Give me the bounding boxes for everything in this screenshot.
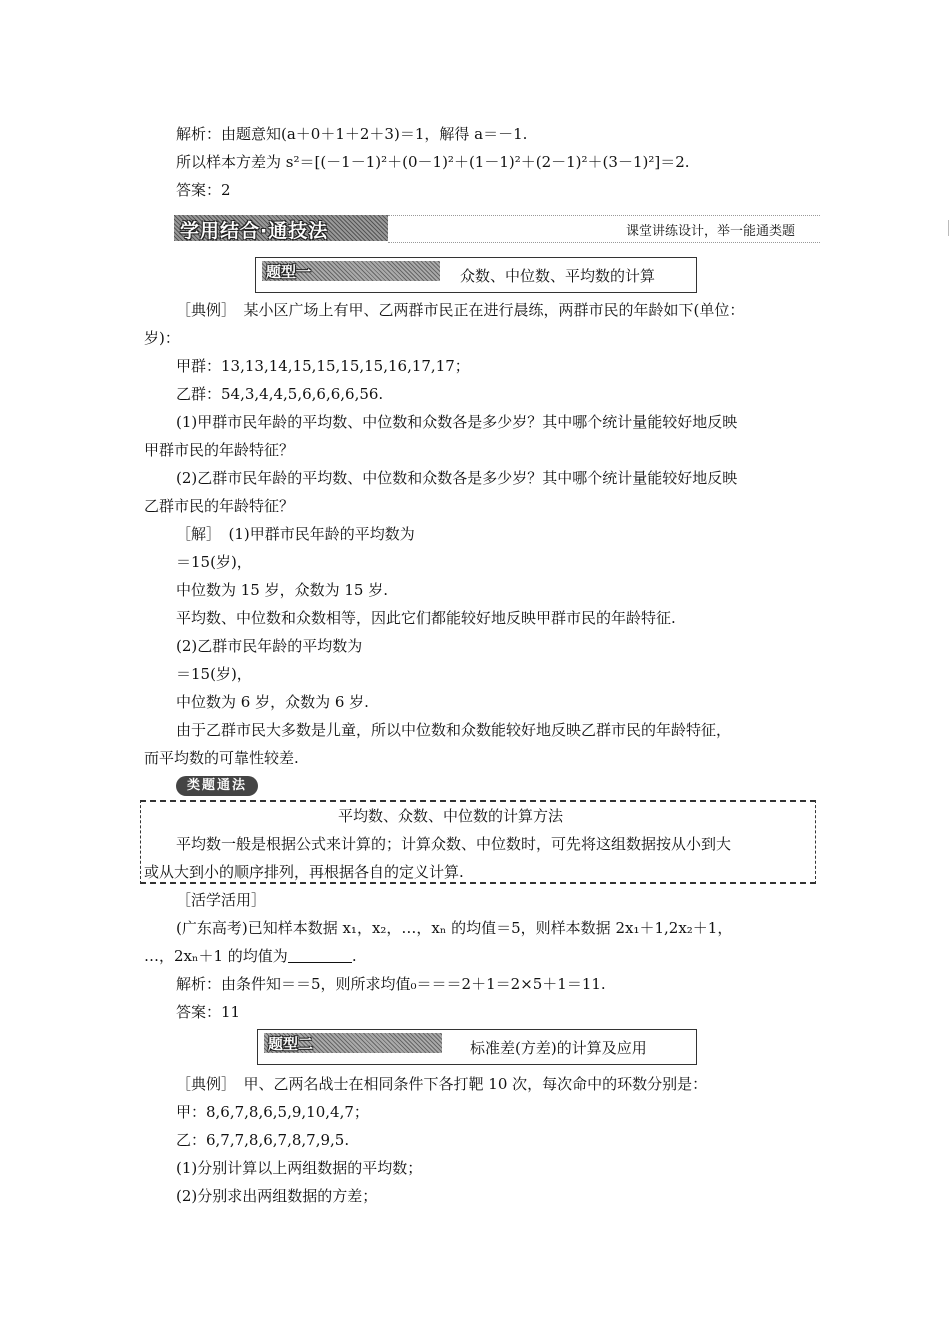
banner-right <box>388 215 820 243</box>
type1-line: (2)乙群市民年龄的平均数为 <box>176 637 363 655</box>
answer-line: 答案：2 <box>176 181 231 199</box>
type1-line: ＝15(岁)， <box>176 665 252 683</box>
type2-title-box <box>257 1029 697 1065</box>
type2-tag-label: 题型二 <box>268 1035 314 1053</box>
practice-question-text: …，2xₙ＋1 的均值为 <box>144 947 288 965</box>
type1-line: 中位数为 15 岁，众数为 15 岁. <box>176 581 389 599</box>
type1-line: 甲群：13,13,14,15,15,15,15,16,17,17； <box>176 357 470 375</box>
banner-subtitle: 课堂讲练设计，举一能通类题 <box>626 224 796 239</box>
type1-line: 岁)： <box>144 329 180 347</box>
banner-title: 学用结合·通技法 <box>180 220 329 242</box>
practice-answer: 答案：11 <box>176 1003 241 1021</box>
type1-title: 众数、中位数、平均数的计算 <box>460 267 656 285</box>
practice-question-end: . <box>351 947 357 965</box>
type2-line: 甲：8,6,7,8,6,5,9,10,4,7； <box>176 1103 369 1121</box>
type1-line: (1)甲群市民年龄的平均数、中位数和众数各是多少岁？其中哪个统计量能较好地反映 <box>176 413 738 431</box>
method-line: 平均数一般是根据公式来计算的；计算众数、中位数时，可先将这组数据按从小到大 <box>176 835 732 853</box>
type2-line: (2)分别求出两组数据的方差； <box>176 1187 378 1205</box>
type1-tag-label: 题型一 <box>266 263 312 281</box>
type1-title-box <box>255 257 697 293</box>
solution-line: 解析：由题意知(a＋0＋1＋2＋3)＝1，解得 a＝－1. <box>176 125 528 143</box>
type1-tag <box>262 261 440 281</box>
type1-line: 平均数、中位数和众数相等，因此它们都能较好地反映甲群市民的年龄特征. <box>176 609 676 627</box>
type1-line: 中位数为 6 岁，众数为 6 岁. <box>176 693 369 711</box>
type1-line: 乙群：54,3,4,4,5,6,6,6,6,56. <box>176 385 384 403</box>
answer-blank <box>288 948 352 963</box>
method-line: 或从大到小的顺序排列，再根据各自的定义计算. <box>144 863 464 881</box>
type1-line: ［典例］ 某小区广场上有甲、乙两群市民正在进行晨练，两群市民的年龄如下(单位： <box>176 301 745 319</box>
type2-line: (1)分别计算以上两组数据的平均数； <box>176 1159 423 1177</box>
type1-line: 甲群市民的年龄特征？ <box>144 441 295 459</box>
type1-line: 而平均数的可靠性较差. <box>144 749 299 767</box>
variance-line: 所以样本方差为 s²＝[(－1－1)²＋(0－1)²＋(1－1)²＋(2－1)²＋(3－1)²]＝2. <box>176 153 690 171</box>
type1-line: 由于乙群市民大多数是儿童，所以中位数和众数能较好地反映乙群市民的年龄特征， <box>176 721 732 739</box>
practice-heading: ［活学活用］ <box>176 891 267 909</box>
section-banner <box>174 215 820 241</box>
type2-title: 标准差(方差)的计算及应用 <box>470 1039 647 1057</box>
practice-question: (广东高考)已知样本数据 x₁，x₂，…，xₙ 的均值＝5，则样本数据 2x₁＋1,2x₂＋1， <box>176 919 733 937</box>
type2-line: 乙：6,7,7,8,6,7,8,7,9,5. <box>176 1131 350 1149</box>
type2-tag <box>264 1033 442 1053</box>
type1-line: ＝15(岁)， <box>176 553 252 571</box>
practice-solution: 解析：由条件知＝＝5，则所求均值₀＝＝＝2＋1＝2×5＋1＝11. <box>176 975 606 993</box>
method-pill: 类题通法 <box>176 776 258 796</box>
method-title: 平均数、众数、中位数的计算方法 <box>338 807 564 825</box>
type2-line: ［典例］ 甲、乙两名战士在相同条件下各打靶 10 次，每次命中的环数分别是： <box>176 1075 708 1093</box>
practice-question-2 <box>144 946 357 966</box>
banner-title-bg <box>174 215 388 241</box>
type1-line: 乙群市民的年龄特征？ <box>144 497 295 515</box>
type1-line: (2)乙群市民年龄的平均数、中位数和众数各是多少岁？其中哪个统计量能较好地反映 <box>176 469 738 487</box>
type1-line: ［解］ (1)甲群市民年龄的平均数为 <box>176 525 415 543</box>
